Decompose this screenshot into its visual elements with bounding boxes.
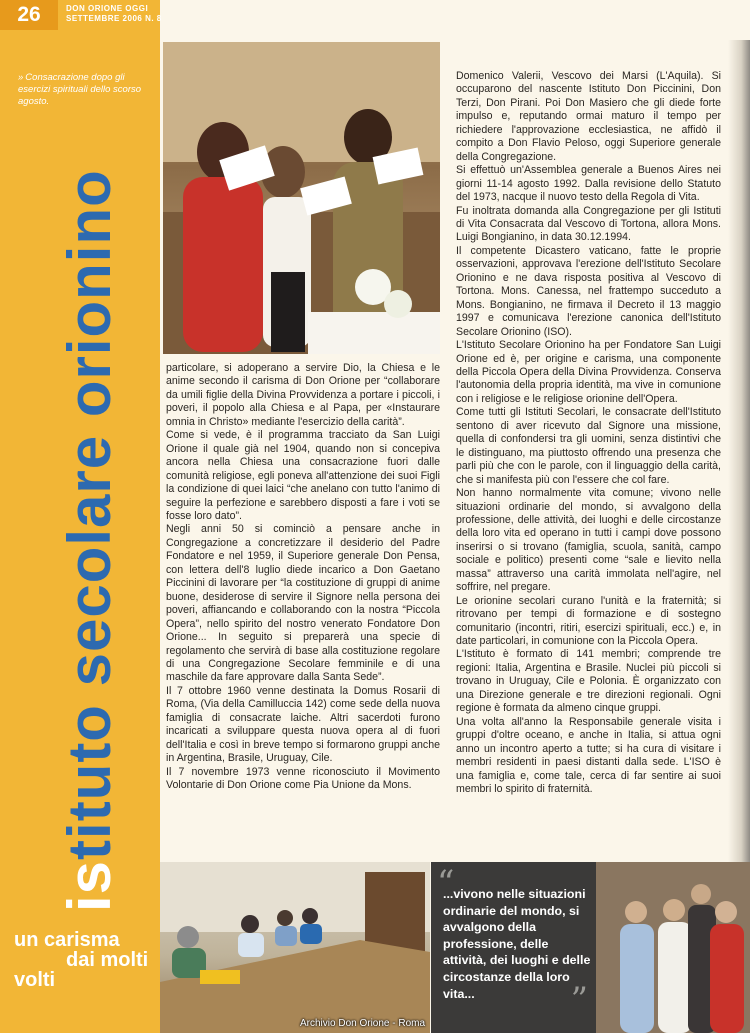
person-body-2 xyxy=(658,922,692,1033)
paragraph: Negli anni 50 si cominciò a pensare anche in Congregazione a concretizzare il desiderio del Padre Fondatore e nel 1959, il Superiore generale Don Pensa, con lettera dell'8 luglio diede incarico a Don Gaetano Piccinini di lavorare per “la costituzione di gruppi di anime buone, desiderose di servire il Signore nella persona dei poveri, affiancando e collaborando con la nostra “Piccola Opera”, nello spirito del nostro venerato Fondatore Don Orione... In seguito si preparerà una specie di regolamento che servirà di base alla costituzione regolare di una Congregazione Secolare femminile e di una maschile da fare approvare dalla Santa Sede”. xyxy=(166,523,440,684)
photo-caption xyxy=(18,72,150,108)
page-gutter-shadow xyxy=(728,40,750,862)
person-head-2 xyxy=(241,915,259,933)
paragraph: Come si vede, è il programma tracciato da San Luigi Orione il quale già nel 1904, quando non si concepiva ancora nella Chiesa una consacrazione fuori dalle comunità religiose, egli poneva all'attenzione dei suoi Figli la condizione di quei laici “che anelano con tutto l'animo di seguire la perfezione e sarebbero disposti a fare i voti se fosse loro dato”. xyxy=(166,429,440,522)
flowers-2 xyxy=(384,290,412,318)
right-column xyxy=(456,70,721,796)
person-head-1 xyxy=(177,926,199,948)
page-number: 26 xyxy=(0,0,58,30)
paragraph: Il 7 ottobre 1960 venne destinata la Domus Rosarii di Roma, (Via della Camilluccia 142) come sede della nuova famiglia di consacrate laiche. Altri sacerdoti furono incaricati a sviluppare questa nuova opera al di fuori dell'Italia e così in breve tempo si formarono gruppi anche in Argentina, Brasile, Uruguay, Cile. xyxy=(166,684,440,765)
photo-caption-text: Consacrazione dopo gli esercizi spirituali dello scorso agosto. xyxy=(18,72,142,107)
pull-quote xyxy=(431,862,596,1033)
paragraph: Il competente Dicastero vaticano, fatte le proprie osservazioni, approvava l'erezione dell'Istituto Secolare Orionino e ne dava risposta positiva al Vescovo di Tortona. Mons. Canessa, nel frattempo succeduto a Mons. Bongianino, ne firmava il Decreto il 13 maggio 1997 e comunicava l'erezione canonica dell'Istituto Secolare Orionino (ISO). xyxy=(456,244,721,338)
top-strip xyxy=(160,0,750,40)
paragraph: Come tutti gli Istituti Secolari, le consacrate dell'Istituto sentono di aver ricevuto dal Signore una missione, quella di confondersi tra gli uomini, senza distintivi che le distinguano, ma piuttosto offrendo una presenza che parli più che con le parole, con il linguaggio della carità, che si manifesta più con l'essere che col fare. xyxy=(456,406,721,486)
subtitle-line-1: un carisma xyxy=(14,929,120,951)
article-subtitle xyxy=(14,930,154,990)
title-prefix: is xyxy=(56,859,123,912)
pull-quote-text: ...vivono nelle situazioni ordinarie del mondo, si avvalgono della professione, delle attività, dei luoghi e delle circostanze della loro vita... xyxy=(443,887,591,1001)
title-rest: tituto secolare orionino xyxy=(56,169,123,860)
person-body-4 xyxy=(710,924,744,1033)
magazine-name: DON ORIONE OGGI xyxy=(66,4,149,13)
paragraph: Fu inoltrata domanda alla Congregazione per gli Istituti di Vita Consacrata dal Vescovo di Tortona, allora Mons. Luigi Bongianino, in data 30.12.1994. xyxy=(456,204,721,244)
paragraph: L'Istituto è formato di 141 membri; comprende tre regioni: Italia, Argentina e Brasile. Nuclei più piccoli si trovano in Uruguay, Cile e Polonia. È organizzato con una Direzione generale e tre direzioni regionali. Ogni regione è formata da almeno cinque gruppi. xyxy=(456,648,721,715)
subtitle-line-2: dai molti xyxy=(66,949,149,971)
photo-consecration-illustration xyxy=(163,42,440,354)
person-body-1 xyxy=(620,924,654,1033)
paragraph: particolare, si adoperano a servire Dio, la Chiesa e le anime secondo il carisma di Don Orione per “collaborare da umili figlie della Divina Provvidenza a portare i piccoli, i poveri, il popolo alla Chiesa e al Papa, per «Instaurare omnia in Christo» mediante l'esercizio della carità”. xyxy=(166,362,440,428)
person-head-4 xyxy=(715,901,737,923)
yellow-box xyxy=(200,970,240,984)
person-dark-pants xyxy=(271,272,305,352)
paragraph: Il 7 novembre 1973 venne riconosciuto il Movimento Volontarie di Don Orione come Pia Unione da Mons. xyxy=(166,765,440,792)
archive-credit: Archivio Don Orione - Roma xyxy=(300,1018,426,1029)
magazine-header xyxy=(66,4,162,24)
person-body-2 xyxy=(238,933,264,957)
paragraph: Non hanno normalmente vita comune; vivono nelle situazioni ordinarie del mondo, si avvalgono della professione, delle attività, dei luoghi e delle circostanze della loro vita ed operano in tutti i campi dove possono inserirsi o si trovano (famiglia, scuola, sanità, campo sociale e politico) presenti come “sale e lievito nella massa” attraverso una carità immolata nell'agire, nel soffrire, nel pregare. xyxy=(456,487,721,594)
photo-meeting xyxy=(160,862,430,1033)
subtitle-line-3: volti xyxy=(14,969,56,991)
person-head-4 xyxy=(302,908,318,924)
person-body-4 xyxy=(300,924,322,944)
quote-open-icon: “ xyxy=(437,863,455,903)
person-head-3 xyxy=(691,884,711,904)
photo-meeting-illustration xyxy=(160,862,430,1033)
paragraph: Una volta all'anno la Responsabile generale visita i gruppi d'oltre oceano, e anche in Italia, si attua ogni anno un incontro aperto a tutte; si ha cura di visitare i membri residenti in paesi distanti dalla sede. L'ISO è una famiglia e, come tale, cerca di far sentire ai suoi membri lo spirito di fraternità. xyxy=(456,715,721,796)
photo-group-illustration xyxy=(596,862,750,1033)
magazine-issue: SETTEMBRE 2006 N. 8 xyxy=(66,14,162,23)
altar-cloth xyxy=(308,312,440,354)
photo-group xyxy=(596,862,750,1033)
paragraph: Si effettuò un'Assemblea generale a Buenos Aires nei giorni 11-14 agosto 1992. Dalla revisione dello Statuto del 1973, nacque il nuovo testo della Regola di Vita. xyxy=(456,164,721,204)
paragraph: Le orionine secolari curano l'unità e la fraternità; si ritrovano per tempi di formazione e di sostegno comunitario (incontri, ritiri, esercizi spirituali, ecc.) e, in date particolari, in comunione con la Piccola Opera. xyxy=(456,594,721,648)
middle-column xyxy=(166,362,440,793)
person-body-3 xyxy=(275,926,297,946)
person-head-1 xyxy=(625,901,647,923)
paragraph: L'Istituto Secolare Orionino ha per Fondatore San Luigi Orione ed è, per origine e carisma, una componente della Piccola Opera della Divina Provvidenza. Conserva l'autonomia della propria identità, ma vive in comunione con i religiose e le religiose orionine dell'Opera. xyxy=(456,339,721,405)
article-title xyxy=(55,169,125,912)
paragraph: Domenico Valerii, Vescovo dei Marsi (L'Aquila). Si occuparono del nascente Istituto Don Piccinini, Don Terzi, Don Pirani. Poi Don Masiero che gli diede forte impulso e, reputando ormai maturo il tempo per richiedere l'approvazione ecclesiastica, ne affidò il compito a Don Flavio Peloso, oggi Superiore generale della Congregazione. xyxy=(456,70,721,163)
door xyxy=(365,872,425,952)
person-head-3 xyxy=(277,910,293,926)
photo-consecration xyxy=(163,42,440,354)
person-head-2 xyxy=(663,899,685,921)
person-red-dress xyxy=(183,177,263,352)
quote-close-icon: ” xyxy=(570,980,588,1020)
arrow-icon: » xyxy=(18,72,24,83)
